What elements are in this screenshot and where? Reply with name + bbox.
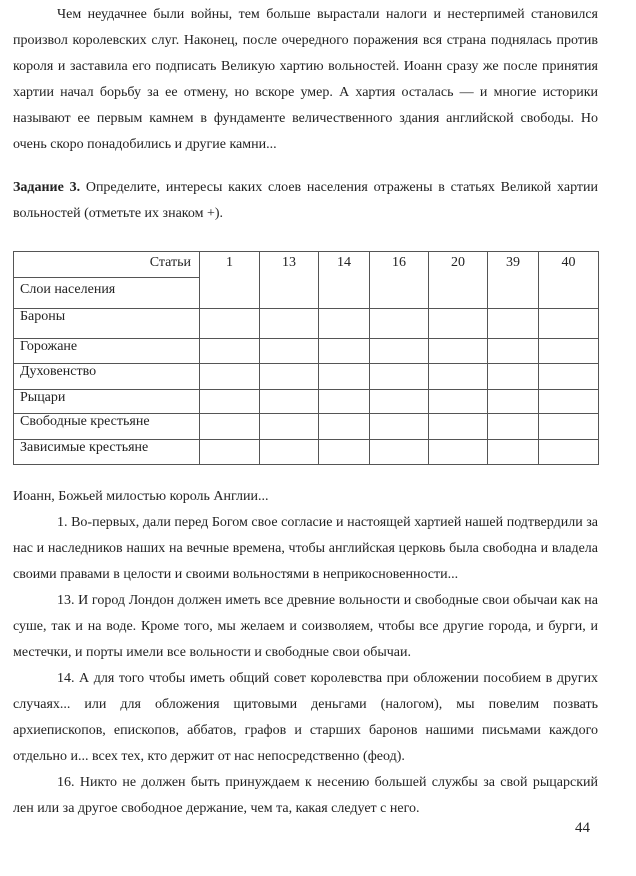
mark-cell[interactable]	[200, 390, 260, 414]
article-header: 14	[319, 252, 370, 309]
intro-paragraph: Чем неудачнее были войны, тем больше вырастали налоги и нестерпимей становился произвол королевских слуг. Наконец, после очередного поражения вся страна поднялась против короля и заставила его подписать Великую хартию вольностей. Иоанн сразу же после принятия хартии начал борьбу за ее отмену, но вскоре умер. А хартия осталась — и многие историки называют ее первым камнем в фундаменте величественного здания английской свободы. Но очень скоро понадобились и другие камни...	[13, 7, 598, 152]
table-row	[14, 390, 599, 414]
mark-cell[interactable]	[319, 309, 370, 339]
mark-cell[interactable]	[370, 414, 429, 440]
page-number: 44	[575, 820, 590, 836]
charter-article-16: 16. Никто не должен быть принуждаем к несению большей службы за свой рыцарский лен или за другое свободное держание, чем та, какая следует с него.	[13, 775, 598, 816]
table-header-row	[14, 252, 599, 309]
table-row	[14, 364, 599, 390]
article-header: 20	[429, 252, 488, 309]
table-row	[14, 339, 599, 364]
mark-cell[interactable]	[539, 440, 599, 465]
charter-preamble: Иоанн, Божьей милостью король Англии...	[13, 489, 269, 504]
mark-cell[interactable]	[539, 309, 599, 339]
mark-cell[interactable]	[539, 414, 599, 440]
task-text: Определите, интересы каких слоев населения отражены в статьях Великой хартии вольностей (отметьте их знаком +).	[13, 180, 598, 221]
mark-cell[interactable]	[260, 390, 319, 414]
mark-cell[interactable]	[200, 364, 260, 390]
mark-cell[interactable]	[429, 390, 488, 414]
mark-cell[interactable]	[260, 309, 319, 339]
mark-cell[interactable]	[370, 339, 429, 364]
mark-cell[interactable]	[429, 440, 488, 465]
mark-cell[interactable]	[539, 339, 599, 364]
mark-cell[interactable]	[488, 364, 539, 390]
row-label: Свободные крестьяне	[14, 414, 200, 440]
mark-cell[interactable]	[488, 440, 539, 465]
row-label: Духовенство	[14, 364, 200, 390]
row-label: Рыцари	[14, 390, 200, 414]
charter-article-13: 13. И город Лондон должен иметь все древние вольности и свободные свои обычаи как на суше, так и на воде. Кроме того, мы желаем и соизволяем, чтобы все другие города, и бурги, и местечки, и порты имели все вольности и свободные свои обычаи.	[13, 593, 598, 660]
mark-cell[interactable]	[429, 364, 488, 390]
mark-cell[interactable]	[370, 364, 429, 390]
mark-cell[interactable]	[319, 339, 370, 364]
article-header: 13	[260, 252, 319, 309]
mark-cell[interactable]	[260, 339, 319, 364]
mark-cell[interactable]	[429, 339, 488, 364]
mark-cell[interactable]	[260, 414, 319, 440]
mark-cell[interactable]	[319, 364, 370, 390]
mark-cell[interactable]	[319, 440, 370, 465]
corner-population-label: Слои населения	[20, 282, 116, 297]
mark-cell[interactable]	[319, 414, 370, 440]
mark-cell[interactable]	[370, 440, 429, 465]
row-label: Бароны	[14, 309, 200, 339]
mark-cell[interactable]	[200, 309, 260, 339]
mark-cell[interactable]	[200, 414, 260, 440]
task-paragraph	[13, 175, 598, 227]
mark-cell[interactable]	[200, 440, 260, 465]
charter-article-1: 1. Во-первых, дали перед Богом свое согласие и настоящей хартией нашей подтвердили за нас и наследников наших на вечные времена, чтобы английская церковь была свободна и владела своими правами в целости и своими вольностями в неприкосновенности...	[13, 515, 598, 582]
table-row	[14, 414, 599, 440]
table-corner-cell	[14, 252, 200, 309]
corner-articles-label: Статьи	[14, 252, 199, 278]
table-row	[14, 440, 599, 465]
article-header: 16	[370, 252, 429, 309]
mark-cell[interactable]	[319, 390, 370, 414]
mark-cell[interactable]	[260, 364, 319, 390]
mark-cell[interactable]	[488, 309, 539, 339]
article-header: 39	[488, 252, 539, 309]
mark-cell[interactable]	[488, 390, 539, 414]
mark-cell[interactable]	[488, 414, 539, 440]
mark-cell[interactable]	[429, 414, 488, 440]
mark-cell[interactable]	[370, 390, 429, 414]
row-label: Горожане	[14, 339, 200, 364]
mark-cell[interactable]	[370, 309, 429, 339]
table-row	[14, 309, 599, 339]
mark-cell[interactable]	[260, 440, 319, 465]
row-label: Зависимые крестьяне	[14, 440, 200, 465]
articles-table	[13, 251, 599, 465]
mark-cell[interactable]	[539, 364, 599, 390]
mark-cell[interactable]	[539, 390, 599, 414]
task-label: Задание 3.	[13, 180, 81, 195]
article-header: 1	[200, 252, 260, 309]
mark-cell[interactable]	[200, 339, 260, 364]
charter-article-14: 14. А для того чтобы иметь общий совет королевства при обложении пособием в других случаях... или для обложения щитовыми деньгами (налогом), мы повелим позвать архиепископов, епископов, аббатов, графов и старших баронов нашими письмами каждого отдельно и... всех тех, кто держит от нас непосредственно (феод).	[13, 671, 598, 764]
article-header: 40	[539, 252, 599, 309]
mark-cell[interactable]	[488, 339, 539, 364]
mark-cell[interactable]	[429, 309, 488, 339]
